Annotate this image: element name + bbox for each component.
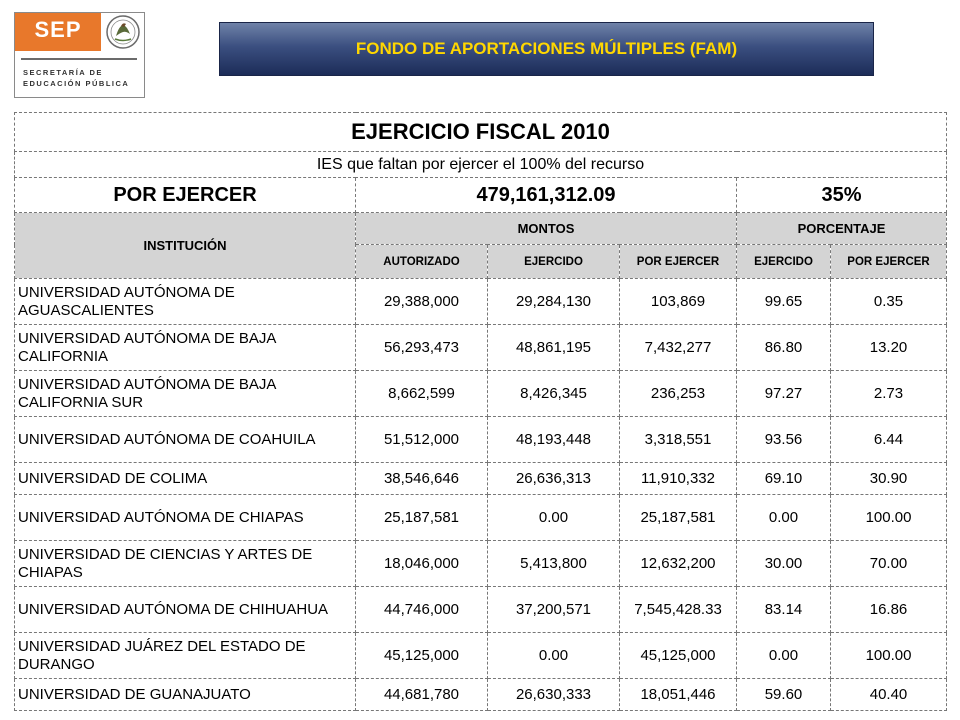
header-pct-por-ejercer: POR EJERCER (831, 245, 947, 279)
cell-institucion: UNIVERSIDAD DE GUANAJUATO (15, 679, 356, 711)
table-row (15, 587, 947, 633)
cell-por-ejercer: 3,318,551 (620, 417, 737, 463)
cell-pct-ejercido: 99.65 (737, 279, 831, 325)
cell-pct-por-ejercer: 100.00 (831, 495, 947, 541)
cell-autorizado: 44,746,000 (356, 587, 488, 633)
cell-pct-por-ejercer: 2.73 (831, 371, 947, 417)
logo-caption-line2: EDUCACIÓN PÚBLICA (23, 79, 130, 88)
cell-institucion: UNIVERSIDAD JUÁREZ DEL ESTADO DE DURANGO (15, 633, 356, 679)
cell-por-ejercer: 236,253 (620, 371, 737, 417)
cell-por-ejercer: 45,125,000 (620, 633, 737, 679)
cell-ejercido: 0.00 (488, 633, 620, 679)
cell-pct-por-ejercer: 30.90 (831, 463, 947, 495)
cell-autorizado: 29,388,000 (356, 279, 488, 325)
cell-pct-por-ejercer: 100.00 (831, 633, 947, 679)
cell-por-ejercer: 7,432,277 (620, 325, 737, 371)
table-subtitle-row (15, 152, 947, 178)
cell-ejercido: 8,426,345 (488, 371, 620, 417)
cell-autorizado: 45,125,000 (356, 633, 488, 679)
cell-por-ejercer: 7,545,428.33 (620, 587, 737, 633)
banner-title: FONDO DE APORTACIONES MÚLTIPLES (FAM) (355, 39, 738, 58)
cell-institucion: UNIVERSIDAD AUTÓNOMA DE COAHUILA (15, 417, 356, 463)
cell-ejercido: 5,413,800 (488, 541, 620, 587)
summary-label: POR EJERCER (15, 178, 356, 213)
cell-ejercido: 37,200,571 (488, 587, 620, 633)
header-institucion: INSTITUCIÓN (15, 213, 356, 279)
cell-por-ejercer: 12,632,200 (620, 541, 737, 587)
cell-ejercido: 26,636,313 (488, 463, 620, 495)
table-row (15, 633, 947, 679)
cell-institucion: UNIVERSIDAD DE CIENCIAS Y ARTES DE CHIAPAS (15, 541, 356, 587)
header-row-1 (15, 213, 947, 245)
cell-ejercido: 48,193,448 (488, 417, 620, 463)
cell-autorizado: 56,293,473 (356, 325, 488, 371)
fam-table (14, 112, 947, 711)
cell-autorizado: 18,046,000 (356, 541, 488, 587)
cell-institucion: UNIVERSIDAD AUTÓNOMA DE CHIHUAHUA (15, 587, 356, 633)
eagle-seal-icon (105, 14, 141, 50)
table-subtitle: IES que faltan por ejercer el 100% del recurso (15, 152, 947, 178)
cell-institucion: UNIVERSIDAD AUTÓNOMA DE BAJA CALIFORNIA (15, 325, 356, 371)
cell-pct-ejercido: 0.00 (737, 633, 831, 679)
table-row (15, 325, 947, 371)
cell-autorizado: 8,662,599 (356, 371, 488, 417)
cell-autorizado: 25,187,581 (356, 495, 488, 541)
cell-por-ejercer: 103,869 (620, 279, 737, 325)
cell-pct-por-ejercer: 13.20 (831, 325, 947, 371)
header-montos: MONTOS (356, 213, 737, 245)
cell-por-ejercer: 25,187,581 (620, 495, 737, 541)
cell-ejercido: 26,630,333 (488, 679, 620, 711)
sep-logo (14, 12, 145, 98)
table-row (15, 463, 947, 495)
table-title: EJERCICIO FISCAL 2010 (15, 113, 947, 152)
cell-institucion: UNIVERSIDAD DE COLIMA (15, 463, 356, 495)
title-banner (219, 22, 874, 76)
cell-autorizado: 44,681,780 (356, 679, 488, 711)
summary-amount: 479,161,312.09 (356, 178, 737, 213)
table-row (15, 495, 947, 541)
summary-row (15, 178, 947, 213)
cell-institucion: UNIVERSIDAD AUTÓNOMA DE BAJA CALIFORNIA SUR (15, 371, 356, 417)
logo-caption (23, 67, 129, 89)
table-title-row (15, 113, 947, 152)
cell-pct-ejercido: 0.00 (737, 495, 831, 541)
cell-ejercido: 29,284,130 (488, 279, 620, 325)
logo-divider (21, 58, 137, 60)
cell-pct-por-ejercer: 40.40 (831, 679, 947, 711)
cell-pct-por-ejercer: 16.86 (831, 587, 947, 633)
cell-pct-ejercido: 59.60 (737, 679, 831, 711)
cell-pct-por-ejercer: 6.44 (831, 417, 947, 463)
table-row (15, 679, 947, 711)
cell-por-ejercer: 18,051,446 (620, 679, 737, 711)
cell-autorizado: 51,512,000 (356, 417, 488, 463)
cell-ejercido: 48,861,195 (488, 325, 620, 371)
cell-pct-ejercido: 30.00 (737, 541, 831, 587)
cell-institucion: UNIVERSIDAD AUTÓNOMA DE AGUASCALIENTES (15, 279, 356, 325)
header-por-ejercer: POR EJERCER (620, 245, 737, 279)
cell-pct-ejercido: 86.80 (737, 325, 831, 371)
header-autorizado: AUTORIZADO (356, 245, 488, 279)
logo-caption-line1: SECRETARÍA DE (23, 68, 103, 77)
header-porcentaje: PORCENTAJE (737, 213, 947, 245)
cell-pct-ejercido: 69.10 (737, 463, 831, 495)
summary-percent: 35% (737, 178, 947, 213)
header-pct-ejercido: EJERCIDO (737, 245, 831, 279)
table-row (15, 371, 947, 417)
cell-pct-ejercido: 93.56 (737, 417, 831, 463)
cell-institucion: UNIVERSIDAD AUTÓNOMA DE CHIAPAS (15, 495, 356, 541)
cell-pct-por-ejercer: 0.35 (831, 279, 947, 325)
cell-por-ejercer: 11,910,332 (620, 463, 737, 495)
header-ejercido: EJERCIDO (488, 245, 620, 279)
table-row (15, 417, 947, 463)
table-row (15, 541, 947, 587)
cell-pct-ejercido: 97.27 (737, 371, 831, 417)
cell-pct-ejercido: 83.14 (737, 587, 831, 633)
cell-autorizado: 38,546,646 (356, 463, 488, 495)
table-row (15, 279, 947, 325)
cell-pct-por-ejercer: 70.00 (831, 541, 947, 587)
cell-ejercido: 0.00 (488, 495, 620, 541)
logo-brand: SEP (34, 17, 82, 42)
